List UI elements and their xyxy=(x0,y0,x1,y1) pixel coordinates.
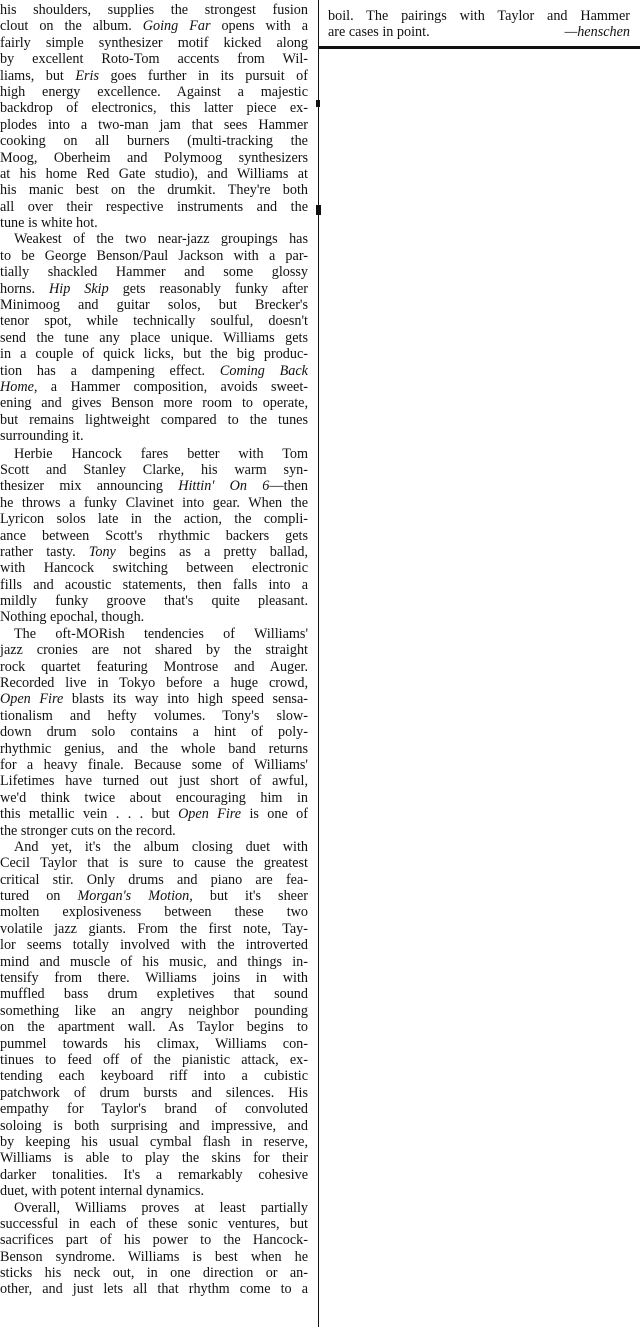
text-run: rock quartet featuring Montrose and Auger. xyxy=(0,658,308,675)
text-run: but it's sheer xyxy=(192,888,308,905)
text-run: high energy excellence. Against a majestic xyxy=(0,83,308,100)
article-text-line xyxy=(0,1150,308,1166)
article-text-line xyxy=(0,313,308,329)
article-closing-line xyxy=(328,24,630,40)
article-text-line xyxy=(0,954,308,970)
divider-tick-mark xyxy=(316,205,321,215)
article-text-line xyxy=(0,1085,308,1101)
text-run: down drum solo contains a hint of poly- xyxy=(0,724,308,741)
article-text-line xyxy=(0,806,308,822)
article-text-line xyxy=(0,1118,308,1134)
text-run: Lyricon solos late in the action, the compli- xyxy=(0,511,308,528)
article-text-line xyxy=(0,297,308,313)
title-italic: Eris xyxy=(75,67,99,84)
article-text-line xyxy=(0,18,308,34)
text-run: blasts its way into high speed sensa- xyxy=(63,691,308,708)
article-text-line xyxy=(0,708,308,724)
text-run: —then xyxy=(269,478,308,495)
article-text-line xyxy=(0,68,308,84)
text-run: is one of xyxy=(241,806,308,823)
text-run: we'd think twice about encouraging him in xyxy=(0,789,308,806)
text-run: tially shackled Hammer and some glossy xyxy=(0,264,308,281)
article-text-line xyxy=(0,1101,308,1117)
article-text-line xyxy=(0,199,308,215)
text-run: backdrop of electronics, this latter piece ex- xyxy=(0,100,308,117)
text-run: darker tonalities. It's a remarkably cohesive xyxy=(0,1166,308,1183)
article-right-column xyxy=(328,8,630,41)
article-text-line xyxy=(0,412,308,428)
text-run: fairly simple synthesizer motif kicked along xyxy=(0,34,308,51)
text-run: other, and just lets all that rhythm come to a xyxy=(0,1281,308,1298)
text-run: ening and gives Benson more room to operate, xyxy=(0,395,308,412)
article-text-line xyxy=(0,1200,308,1216)
text-run: Cecil Taylor that is sure to cause the greatest xyxy=(0,855,308,872)
text-run: Weakest of the two near-jazz groupings has xyxy=(14,231,308,248)
text-run: goes further in its pursuit of xyxy=(98,67,308,84)
article-text-line xyxy=(0,330,308,346)
title-italic: Open Fire xyxy=(178,806,242,823)
article-text-line xyxy=(0,495,308,511)
text-run: thesizer mix announcing xyxy=(0,478,179,495)
article-text-line xyxy=(0,1232,308,1248)
column-divider-rule xyxy=(318,0,319,1327)
article-text-line xyxy=(0,1036,308,1052)
text-run: in a couple of quick licks, but the big produc- xyxy=(0,346,308,363)
text-run: rather tasty. xyxy=(0,543,89,560)
text-run: rhythmic genius, and the whole band returns xyxy=(0,740,308,757)
article-text-line xyxy=(0,642,308,658)
text-run: something like an angry neighbor pounding xyxy=(0,1002,308,1019)
text-run: to be George Benson/Paul Jackson with a par- xyxy=(0,247,308,264)
title-italic: Hip Skip xyxy=(49,280,109,297)
article-text-line xyxy=(0,773,308,789)
title-italic: Hittin' On 6 xyxy=(178,478,270,495)
article-text-line xyxy=(0,446,308,462)
text-run: The oft-MORish tendencies of Williams' xyxy=(14,625,308,642)
text-run: mildly funky groove that's quite pleasant. xyxy=(0,593,308,610)
article-text-line xyxy=(0,823,308,839)
text-run: he throws a funky Clavinet into gear. When the xyxy=(0,494,308,511)
article-text-line xyxy=(0,150,308,166)
text-run: send the tune any place unique. Williams gets xyxy=(0,329,308,346)
text-run: for a heavy finale. Because some of Williams' xyxy=(0,756,308,773)
text-run: tune is white hot. xyxy=(0,215,98,232)
text-run: Williams is able to play the skins for their xyxy=(0,1150,308,1167)
article-text-line xyxy=(0,921,308,937)
text-run: mind and muscle of his music, and things in- xyxy=(0,953,308,970)
article-text-line xyxy=(0,741,308,757)
article-text-line xyxy=(0,215,308,231)
article-text-line xyxy=(0,363,308,379)
article-text-line xyxy=(0,724,308,740)
text-run: liams, but xyxy=(0,67,76,84)
text-run: with Hancock switching between electronic xyxy=(0,560,308,577)
text-run: successful in each of these sonic ventures, but xyxy=(0,1215,308,1232)
article-text-line xyxy=(0,986,308,1002)
article-text-line xyxy=(0,970,308,986)
article-text-line xyxy=(0,166,308,182)
article-text-line xyxy=(0,888,308,904)
author-signature: —henschen xyxy=(564,24,630,41)
article-text-line xyxy=(0,428,308,444)
article-text-line xyxy=(0,528,308,544)
article-text-line xyxy=(0,937,308,953)
article-text-fragment: are cases in point. xyxy=(328,24,430,41)
article-text-line xyxy=(0,1134,308,1150)
text-run: Overall, Williams proves at least partially xyxy=(14,1199,308,1216)
text-run: molten explosiveness between these two xyxy=(0,904,308,921)
section-end-rule xyxy=(318,46,640,49)
article-text-line xyxy=(0,904,308,920)
text-run: clout on the album. xyxy=(0,18,143,35)
text-run: duet, with potent internal dynamics. xyxy=(0,1183,205,1200)
article-text-line xyxy=(0,264,308,280)
title-italic: Going Far xyxy=(142,18,211,35)
article-text-line xyxy=(0,231,308,247)
text-run: on the apartment wall. As Taylor begins to xyxy=(0,1019,308,1036)
article-text-line xyxy=(0,1052,308,1068)
article-text-line xyxy=(0,626,308,642)
text-run: tenor spot, while technically soulful, doesn't xyxy=(0,313,308,330)
article-text-line xyxy=(0,609,308,625)
text-run: but remains lightweight compared to the tunes xyxy=(0,411,308,428)
text-run: his shoulders, supplies the strongest fusion xyxy=(0,2,308,18)
text-run: sticks his neck out, in one direction or an- xyxy=(0,1265,308,1282)
text-run: Moog, Oberheim and Polymoog synthesizers xyxy=(0,149,308,166)
article-text-line xyxy=(0,100,308,116)
text-run: patchwork of drum bursts and silences. His xyxy=(0,1084,308,1101)
article-text-line xyxy=(0,872,308,888)
text-run: pummel towards his climax, Williams con- xyxy=(0,1035,308,1052)
text-run: cooking on all burners (multi-tracking the xyxy=(0,133,308,150)
title-italic: Coming Back xyxy=(219,362,308,379)
article-text-line xyxy=(0,117,308,133)
text-run: the stronger cuts on the record. xyxy=(0,822,176,839)
text-run: by excellent Roto-Tom accents from Wil- xyxy=(0,51,308,68)
article-text-line xyxy=(0,1249,308,1265)
text-run: ance between Scott's rhythmic backers gets xyxy=(0,527,308,544)
article-text-line xyxy=(0,577,308,593)
text-run: volatile jazz giants. From the first note, Tay- xyxy=(0,920,308,937)
article-text-line xyxy=(0,560,308,576)
article-text-line xyxy=(0,593,308,609)
article-text-line xyxy=(0,182,308,198)
article-text-line xyxy=(0,659,308,675)
title-italic: Morgan's Motion, xyxy=(77,888,193,905)
text-run: by keeping his usual cymbal flash in reserve, xyxy=(0,1133,308,1150)
text-run: at his home Red Gate studio), and Williams at xyxy=(0,165,308,182)
text-run: surrounding it. xyxy=(0,428,84,445)
text-run: tured on xyxy=(0,888,78,905)
article-text-line xyxy=(0,281,308,297)
article-text-line xyxy=(0,544,308,560)
divider-tick-mark xyxy=(316,100,320,107)
text-run: tinues to feed off of the pianistic attack, ex- xyxy=(0,1052,308,1068)
article-text-line xyxy=(0,1281,308,1297)
article-text-line xyxy=(0,1265,308,1281)
article-text-line xyxy=(0,2,308,18)
article-text-line xyxy=(0,35,308,51)
text-run: jazz cronies are not shared by the straight xyxy=(0,642,308,659)
article-text-line xyxy=(0,790,308,806)
text-run: critical stir. Only drums and piano are fea- xyxy=(0,871,308,888)
article-text-line xyxy=(0,248,308,264)
title-italic: Tony xyxy=(88,543,116,560)
article-left-column xyxy=(0,2,308,1298)
text-run: tensify from there. Williams joins in with xyxy=(0,970,308,987)
text-run: Nothing epochal, though. xyxy=(0,609,145,626)
article-text-line: boil. The pairings with Taylor and Hammer xyxy=(328,8,630,24)
article-text-line xyxy=(0,51,308,67)
text-run: sacrifices part of his power to the Hancock- xyxy=(0,1232,308,1249)
article-text-line xyxy=(0,1167,308,1183)
article-text-line xyxy=(0,346,308,362)
text-run: tionalism and hefty volumes. Tony's slow- xyxy=(0,707,308,724)
text-run: gets reasonably funky after xyxy=(108,280,308,297)
article-text-line xyxy=(0,839,308,855)
text-run: begins as a pretty ballad, xyxy=(115,543,309,560)
article-text-line xyxy=(0,855,308,871)
text-run: empathy for Taylor's brand of convoluted xyxy=(0,1101,308,1118)
article-text-line xyxy=(0,691,308,707)
text-run: Benson syndrome. Williams is best when he xyxy=(0,1248,308,1265)
text-run: this metallic vein . . . but xyxy=(0,806,179,823)
article-text-line xyxy=(0,84,308,100)
text-run: Minimoog and guitar solos, but Brecker's xyxy=(0,297,308,314)
text-run: soloing is both surprising and impressive, and xyxy=(0,1117,308,1134)
text-run: all over their respective instruments and the xyxy=(0,198,308,215)
text-run: plodes into a two-man jam that sees Hammer xyxy=(0,116,308,133)
article-text-line xyxy=(0,478,308,494)
text-run: his manic best on the drumkit. They're both xyxy=(0,182,308,199)
text-run: opens with a xyxy=(210,18,308,35)
text-run: horns. xyxy=(0,280,50,297)
text-run: muffled bass drum expletives that sound xyxy=(0,986,308,1003)
title-italic: Open Fire xyxy=(0,691,64,708)
article-text-line xyxy=(0,675,308,691)
text-run: Scott and Stanley Clarke, his warm syn- xyxy=(0,461,308,478)
text-run: lor seems totally involved with the introverted xyxy=(0,937,308,954)
article-text-line xyxy=(0,1068,308,1084)
article-text-line xyxy=(0,511,308,527)
article-text-line xyxy=(0,1003,308,1019)
text-run: Recorded live in Tokyo before a huge crowd, xyxy=(0,675,308,692)
text-run: tending each keyboard riff into a cubistic xyxy=(0,1068,308,1085)
text-run: Herbie Hancock fares better with Tom xyxy=(14,445,308,462)
article-text-line xyxy=(0,1183,308,1199)
article-text-line xyxy=(0,462,308,478)
text-run: fills and acoustic statements, then falls into a xyxy=(0,576,308,593)
article-text-line xyxy=(0,133,308,149)
text-run: tion has a dampening effect. xyxy=(0,362,220,379)
title-italic: Home, xyxy=(0,378,38,395)
article-text-line xyxy=(0,1019,308,1035)
text-run: And yet, it's the album closing duet with xyxy=(14,838,308,855)
text-run: a Hammer composition, avoids sweet- xyxy=(37,378,308,395)
article-text-line xyxy=(0,1216,308,1232)
article-text-line xyxy=(0,379,308,395)
article-text-line xyxy=(0,395,308,411)
text-run: Lifetimes have turned out just short of awful, xyxy=(0,773,308,790)
article-text-line xyxy=(0,757,308,773)
